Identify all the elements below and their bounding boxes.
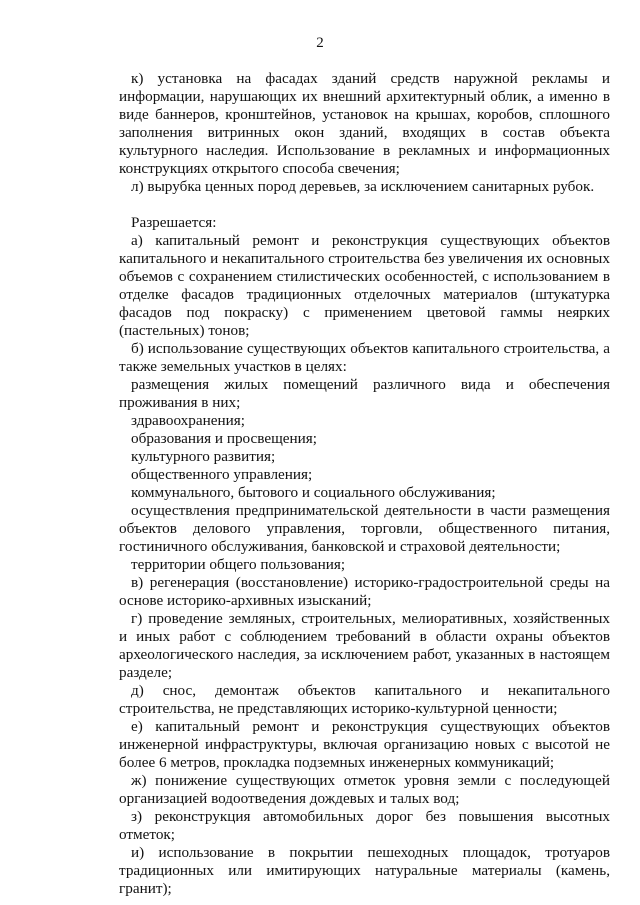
purpose-education: образования и просвещения; (131, 430, 317, 447)
paragraph-zh: ж) понижение существующих отметок уровня земли с последующей организацией водоотведения дождевых и талых вод; (119, 772, 610, 807)
paragraph-b: б) использование существующих объектов капитального строительства, а также земельных участков в целях: (119, 340, 610, 375)
paragraph-k: к) установка на фасадах зданий средств наружной рекламы и информации, нарушающих их внешний архитектурный облик, а именно в виде баннеров, кронштейнов, установок на крышах, коробов, сплошного заполнения витринных окон зданий, входящих в состав объекта культурного наследия. Использование в рекламных и информационных конструкциях открытого способа свечения; (119, 70, 610, 177)
paragraph-z: з) реконструкция автомобильных дорог без повышения высотных отметок; (119, 808, 610, 843)
purpose-housing: размещения жилых помещений различного вида и обеспечения проживания в них; (119, 376, 610, 411)
purpose-culture: культурного развития; (131, 448, 276, 465)
paragraph-g: г) проведение земляных, строительных, мелиоративных, хозяйственных и иных работ с соблюдением требований в области охраны объектов археологического наследия, за исключением работ, указанных в настоящем разделе; (119, 610, 610, 681)
paragraph-e: е) капитальный ремонт и реконструкция существующих объектов инженерной инфраструктуры, включая организацию новых с высотой не более 6 метров, прокладка подземных инженерных коммуникаций; (119, 718, 610, 771)
paragraph-d: д) снос, демонтаж объектов капитального и некапитального строительства, не представляющих историко-культурной ценности; (119, 682, 610, 717)
paragraph-v: в) регенерация (восстановление) историко-градостроительной среды на основе историко-архивных изысканий; (119, 574, 610, 609)
page-number: 2 (316, 35, 324, 51)
paragraph-a: а) капитальный ремонт и реконструкция существующих объектов капитального и некапитального строительства без увеличения их основных объемов с сохранением стилистических особенностей, с использованием в отделке фасадов традиционных отделочных материалов (штукатурка фасадов под покраску) с применением цветовой гаммы неярких (пастельных) тонов; (119, 232, 610, 339)
purpose-public-administration: общественного управления; (131, 466, 313, 483)
section-heading-allowed: Разрешается: (131, 214, 217, 231)
purpose-healthcare: здравоохранения; (131, 412, 245, 429)
paragraph-l: л) вырубка ценных пород деревьев, за исключением санитарных рубок. (131, 178, 595, 195)
paragraph-i: и) использование в покрытии пешеходных площадок, тротуаров традиционных или имитирующих натуральные материалы (камень, гранит); (119, 844, 610, 897)
purpose-business: осуществления предпринимательской деятельности в части размещения объектов делового управления, торговли, общественного питания, гостиничного обслуживания, банковской и страховой деятельности; (119, 502, 610, 555)
document-body (119, 70, 610, 898)
purpose-communal-services: коммунального, бытового и социального обслуживания; (131, 484, 496, 501)
purpose-public-territory: территории общего пользования; (131, 556, 346, 573)
spacer (119, 196, 610, 214)
